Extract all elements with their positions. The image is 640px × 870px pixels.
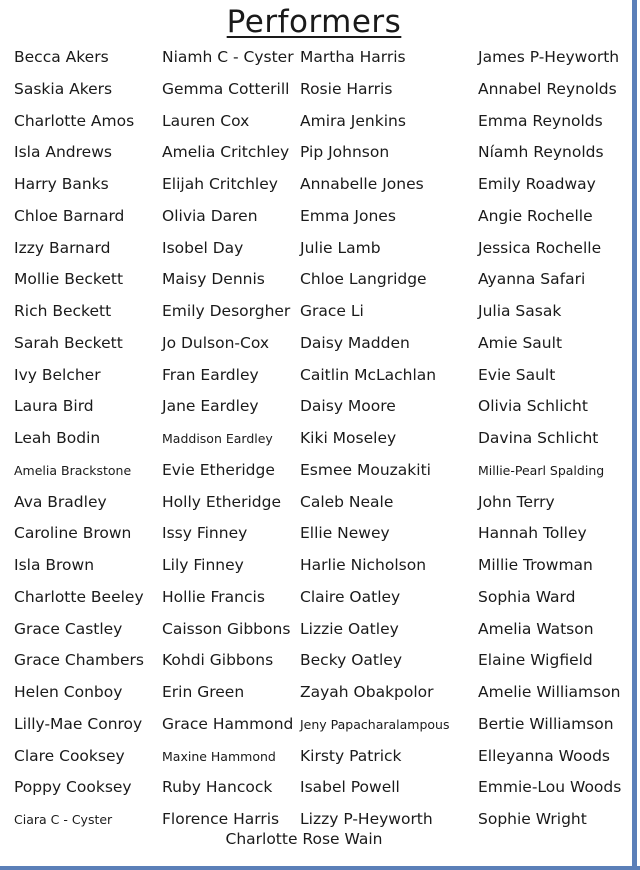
performer-name: Evie Sault bbox=[478, 365, 556, 384]
performer-name: Ruby Hancock bbox=[162, 778, 273, 797]
performer-name: Jane Eardley bbox=[162, 397, 259, 416]
page-border-bottom bbox=[0, 866, 640, 870]
performer-name: Annabel Reynolds bbox=[478, 79, 617, 98]
performer-name: Hollie Francis bbox=[162, 587, 265, 606]
performer-name: Angie Rochelle bbox=[478, 206, 593, 225]
performer-name: Claire Oatley bbox=[300, 587, 401, 606]
performer-name: Maddison Eardley bbox=[162, 431, 273, 446]
performer-name: Caroline Brown bbox=[14, 524, 132, 543]
performer-name: Amira Jenkins bbox=[300, 111, 406, 130]
performer-name: Annabelle Jones bbox=[300, 175, 424, 193]
performer-name: Millie-Pearl Spalding bbox=[478, 462, 605, 478]
names-column-2 bbox=[162, 42, 294, 836]
performer-name: Poppy Cooksey bbox=[14, 778, 132, 797]
performer-name: Zayah Obakpolor bbox=[300, 683, 434, 701]
performer-name: Emma Reynolds bbox=[478, 111, 603, 130]
performer-name: Julia Sasak bbox=[478, 302, 562, 320]
performer-name: Millie Trowman bbox=[478, 556, 593, 574]
performer-name: Sophia Ward bbox=[478, 587, 576, 606]
performer-name: Evie Etheridge bbox=[162, 460, 275, 479]
performer-name: Leah Bodin bbox=[14, 429, 101, 447]
performer-name: Caitlin McLachlan bbox=[300, 365, 437, 384]
performer-name: Sophie Wright bbox=[478, 810, 587, 828]
performer-name: Harry Banks bbox=[14, 175, 109, 193]
performer-name: Jo Dulson-Cox bbox=[162, 333, 270, 352]
performer-name: Grace Hammond bbox=[162, 714, 294, 733]
performer-name: Charlotte Amos bbox=[14, 111, 135, 130]
performer-name: Jeny Papacharalampous bbox=[300, 716, 450, 732]
performer-name: Issy Finney bbox=[162, 524, 248, 543]
performer-name: Esmee Mouzakiti bbox=[300, 460, 431, 479]
names-column-4 bbox=[478, 42, 621, 836]
performer-name: Amie Sault bbox=[478, 333, 563, 352]
performer-name: Jessica Rochelle bbox=[478, 238, 602, 257]
performer-name: Caisson Gibbons bbox=[162, 619, 291, 638]
performer-name: Amelie Williamson bbox=[478, 683, 621, 701]
performer-name: Bertie Williamson bbox=[478, 714, 614, 733]
performer-name: Isla Andrews bbox=[14, 143, 112, 162]
performer-name: Lily Finney bbox=[162, 556, 244, 574]
performer-name: Amelia Watson bbox=[478, 619, 594, 638]
performer-name: Becca Akers bbox=[14, 48, 109, 66]
performer-name: Daisy Madden bbox=[300, 333, 410, 352]
footer-name: Charlotte Rose Wain bbox=[225, 830, 383, 848]
performer-name: Grace Li bbox=[300, 302, 364, 320]
performer-name: Davina Schlicht bbox=[478, 429, 599, 447]
performer-name: Elleyanna Woods bbox=[478, 746, 610, 765]
performer-name: Lilly-Mae Conroy bbox=[14, 714, 143, 733]
performer-name: James P-Heyworth bbox=[478, 48, 620, 66]
performer-name: Niamh C - Cyster bbox=[162, 48, 294, 66]
performer-name: Emma Jones bbox=[300, 206, 396, 225]
performer-name: Isobel Day bbox=[162, 238, 244, 257]
performer-name: Pip Johnson bbox=[300, 143, 390, 162]
performer-name: Ivy Belcher bbox=[14, 365, 101, 384]
performer-name: Florence Harris bbox=[162, 810, 280, 828]
performer-name: Kirsty Patrick bbox=[300, 746, 402, 765]
performer-name: Amelia Critchley bbox=[162, 143, 290, 162]
performer-name: Grace Chambers bbox=[14, 651, 144, 670]
performer-name: Clare Cooksey bbox=[14, 746, 125, 765]
performer-name: Lizzie Oatley bbox=[300, 619, 399, 638]
performer-name: Gemma Cotterill bbox=[162, 79, 290, 98]
performer-name: Fran Eardley bbox=[162, 365, 259, 384]
performer-name: Sarah Beckett bbox=[14, 333, 123, 352]
performer-name: Ayanna Safari bbox=[478, 270, 586, 289]
performer-name: Chloe Langridge bbox=[300, 270, 427, 289]
performer-name: Kohdi Gibbons bbox=[162, 651, 274, 670]
performer-name: John Terry bbox=[478, 492, 555, 511]
performer-name: Elijah Critchley bbox=[162, 175, 278, 193]
performer-name: Grace Castley bbox=[14, 619, 123, 638]
names-column-1 bbox=[14, 42, 144, 836]
page-title: Performers bbox=[226, 4, 402, 40]
performer-name: Ava Bradley bbox=[14, 492, 107, 511]
performer-name: Olivia Schlicht bbox=[478, 397, 588, 416]
performer-name: Izzy Barnard bbox=[14, 238, 111, 257]
performer-name: Rosie Harris bbox=[300, 79, 393, 98]
performer-name: Martha Harris bbox=[300, 48, 406, 66]
performer-name: Ciara C - Cyster bbox=[14, 812, 113, 827]
performer-name: Emily Desorgher bbox=[162, 302, 291, 320]
performer-name: Chloe Barnard bbox=[14, 206, 125, 225]
performer-name: Erin Green bbox=[162, 683, 245, 701]
performer-name: Harlie Nicholson bbox=[300, 556, 427, 574]
performer-name: Emily Roadway bbox=[478, 175, 596, 193]
performer-name: Maxine Hammond bbox=[162, 748, 276, 764]
performer-name: Isla Brown bbox=[14, 556, 95, 574]
performer-name: Helen Conboy bbox=[14, 683, 123, 701]
performer-name: Ellie Newey bbox=[300, 524, 390, 543]
performer-name: Hannah Tolley bbox=[478, 524, 587, 543]
performer-name: Lizzy P-Heyworth bbox=[300, 810, 433, 828]
performer-name: Mollie Beckett bbox=[14, 270, 124, 289]
performer-name: Kiki Moseley bbox=[300, 429, 397, 447]
performer-name: Lauren Cox bbox=[162, 111, 250, 130]
performer-name: Elaine Wigfield bbox=[478, 651, 593, 670]
performer-name: Laura Bird bbox=[14, 397, 94, 416]
performer-name: Becky Oatley bbox=[300, 651, 403, 670]
performer-name: Maisy Dennis bbox=[162, 270, 265, 289]
performer-name: Caleb Neale bbox=[300, 492, 394, 511]
names-column-3 bbox=[300, 42, 449, 836]
performer-name: Olivia Daren bbox=[162, 206, 258, 225]
performer-name: Isabel Powell bbox=[300, 778, 400, 797]
performer-name: Amelia Brackstone bbox=[14, 462, 132, 478]
performer-name: Daisy Moore bbox=[300, 397, 396, 416]
performer-name: Charlotte Beeley bbox=[14, 587, 144, 606]
performer-name: Saskia Akers bbox=[14, 79, 113, 98]
performer-name: Rich Beckett bbox=[14, 302, 112, 320]
performer-name: Holly Etheridge bbox=[162, 492, 281, 511]
performer-name: Níamh Reynolds bbox=[478, 143, 604, 162]
performer-name: Julie Lamb bbox=[300, 238, 381, 257]
performer-name: Emmie-Lou Woods bbox=[478, 778, 622, 797]
page-border-right bbox=[632, 0, 637, 866]
